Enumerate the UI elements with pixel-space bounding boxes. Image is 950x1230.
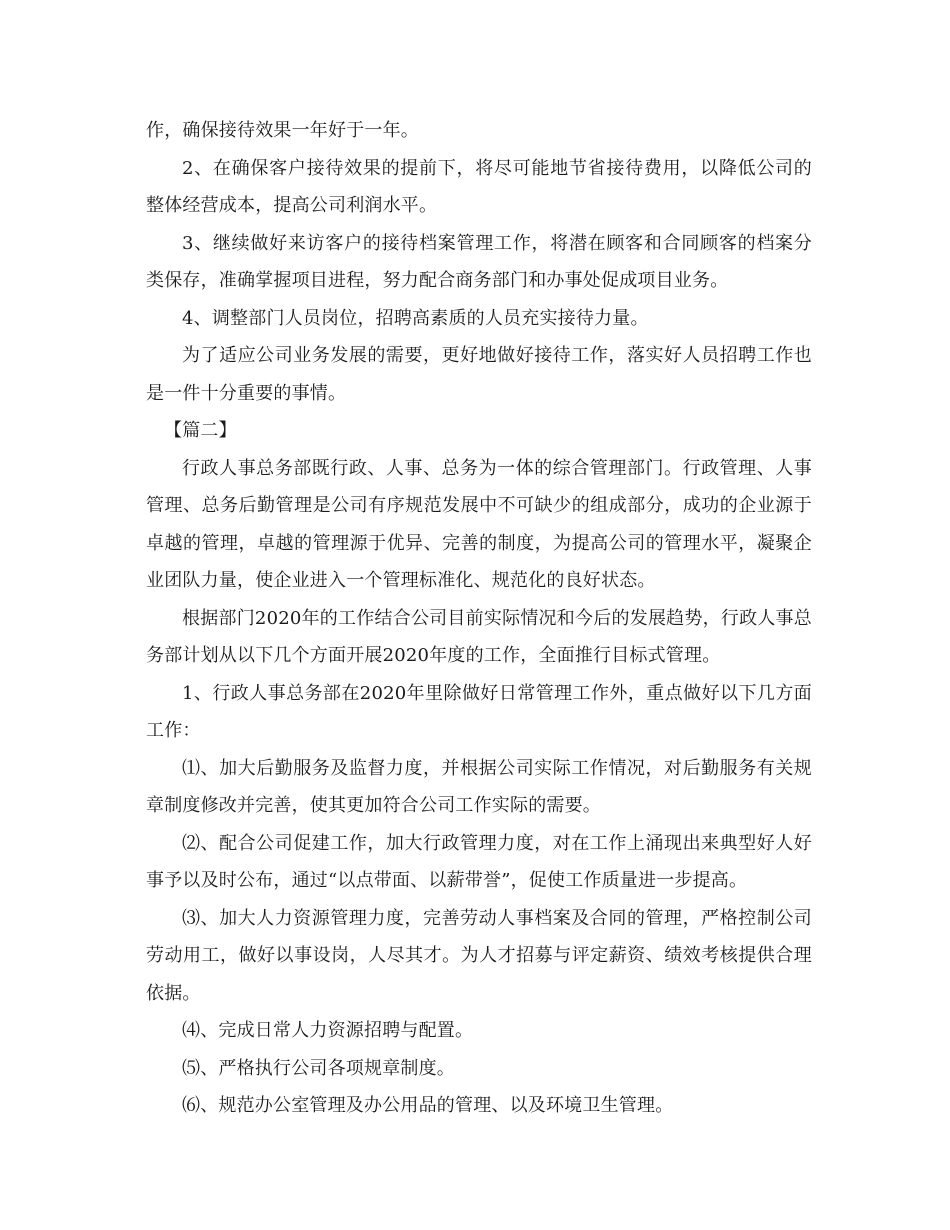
paragraph-sub-item-6: ⑹、规范办公室管理及办公用品的管理、以及环境卫生管理。	[182, 1095, 674, 1116]
paragraph-sub-item-3: ⑶、加大人力资源管理力度，完善劳动人事档案及合同的管理，严格控制公司劳动用工，做好以事设岗，人尽其才。为人才招募与评定薪资、绩效考核提供合理依据。	[146, 907, 812, 1004]
paragraph-recruitment: 为了适应公司业务发展的需要，更好地做好接待工作，落实好人员招聘工作也是一件十分重要的事情。	[146, 345, 812, 404]
paragraph-department-intro: 行政人事总务部既行政、人事、总务为一体的综合管理部门。行政管理、人事管理、总务后勤管理是公司有序规范发展中不可缺少的组成部分，成功的企业源于卓越的管理，卓越的管理源于优异、完善的制度，为提高公司的管理水平，凝聚企业团队力量，使企业进入一个管理标准化、规范化的良好状态。	[146, 457, 812, 591]
paragraph-sub-item-4: ⑷、完成日常人力资源招聘与配置。	[182, 1020, 474, 1041]
paragraph-item-3: 3、继续做好来访客户的接待档案管理工作，将潜在顾客和合同顾客的档案分类保存，准确掌握项目进程，努力配合商务部门和办事处促成项目业务。	[146, 232, 812, 291]
paragraph-continuation: 作，确保接待效果一年好于一年。	[146, 120, 419, 141]
paragraph-item-4: 4、调整部门人员岗位，招聘高素质的人员充实接待力量。	[182, 307, 649, 329]
paragraph-annual-plan: 根据部门2020年的工作结合公司目前实际情况和今后的发展趋势，行政人事总务部计划从以下几个方面开展2020年度的工作，全面推行目标式管理。	[146, 607, 812, 666]
paragraph-sub-item-1: ⑴、加大后勤服务及监督力度，并根据公司实际工作情况，对后勤服务有关规章制度修改并完善，使其更加符合公司工作实际的需要。	[146, 757, 812, 816]
paragraph-item-2: 2、在确保客户接待效果的提前下，将尽可能地节省接待费用，以降低公司的整体经营成本，提高公司利润水平。	[146, 157, 812, 216]
document-body	[146, 112, 812, 1125]
paragraph-sub-item-5: ⑸、严格执行公司各项规章制度。	[182, 1057, 455, 1079]
paragraph-sub-item-2: ⑵、配合公司促建工作，加大行政管理力度，对在工作上涌现出来典型好人好事予以及时公布，通过“以点带面、以薪带誉”，促使工作质量进一步提高。	[146, 832, 812, 891]
paragraph-key-work: 1、行政人事总务部在2020年里除做好日常管理工作外，重点做好以下几方面工作：	[146, 682, 812, 741]
section-title: 【篇二】	[164, 420, 237, 441]
